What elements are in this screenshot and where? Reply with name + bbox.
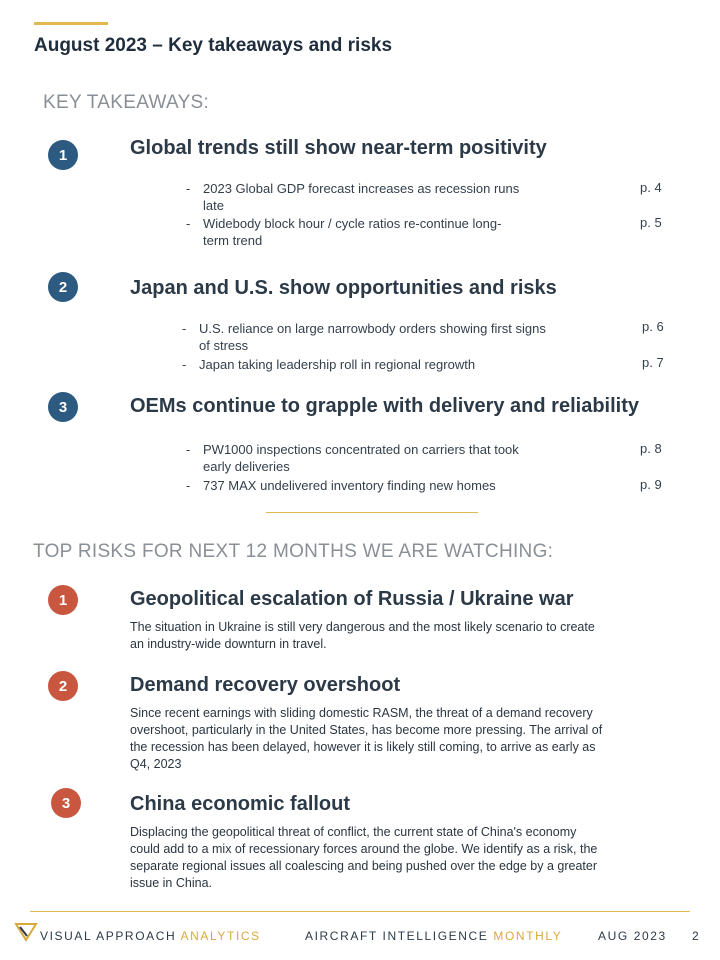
- footer-page-number: 2: [692, 929, 701, 943]
- key-takeaways-heading: KEY TAKEAWAYS:: [43, 92, 210, 113]
- takeaway-number-badge: 3: [48, 392, 78, 422]
- page-reference: p. 7: [642, 355, 664, 370]
- risk-number-badge: 1: [48, 585, 78, 615]
- section-divider: [266, 512, 478, 513]
- risk-number-badge: 3: [51, 788, 81, 818]
- risk-description-line: an industry-wide downturn in travel.: [130, 637, 327, 651]
- bullet-dash: -: [186, 181, 191, 196]
- takeaway-title: Japan and U.S. show opportunities and risks: [130, 277, 557, 299]
- footer-brand-accent: ANALYTICS: [180, 929, 261, 943]
- page-reference: p. 6: [642, 319, 664, 334]
- takeaway-title: Global trends still show near-term positivity: [130, 137, 547, 159]
- footer-publication-primary: AIRCRAFT INTELLIGENCE: [305, 929, 489, 943]
- takeaway-number-badge: 1: [48, 140, 78, 170]
- bullet-line: Japan taking leadership roll in regional regrowth: [199, 357, 476, 372]
- risk-description-line: The situation in Ukraine is still very dangerous and the most likely scenario to create: [130, 620, 595, 634]
- footer-brand-primary: VISUAL APPROACH: [40, 929, 177, 943]
- page-reference: p. 5: [640, 215, 662, 230]
- takeaway-bullet: [186, 441, 586, 475]
- takeaway-title: OEMs continue to grapple with delivery and reliability: [130, 395, 639, 417]
- takeaway-bullet: [182, 320, 602, 354]
- risk-description-line: Displacing the geopolitical threat of conflict, the current state of China's economy: [130, 825, 577, 839]
- risk-title: Geopolitical escalation of Russia / Ukraine war: [130, 588, 574, 610]
- risk-description: [130, 705, 690, 773]
- chevron-arrow-icon: [14, 922, 38, 942]
- takeaway-number-badge: 2: [48, 272, 78, 302]
- risk-description: [130, 824, 690, 892]
- bullet-line: late: [203, 198, 224, 213]
- bullet-line: 2023 Global GDP forecast increases as recession runs: [203, 181, 520, 196]
- top-risks-heading: TOP RISKS FOR NEXT 12 MONTHS WE ARE WATCHING:: [33, 541, 554, 562]
- footer-publication: [305, 929, 562, 943]
- risk-number-badge: 2: [48, 671, 78, 701]
- takeaway-bullet: [186, 180, 586, 214]
- page-title: August 2023 – Key takeaways and risks: [34, 35, 393, 56]
- risk-description-line: separate regional issues all coalescing and being pushed over the edge by a greater: [130, 859, 597, 873]
- bullet-dash: -: [186, 478, 191, 493]
- page-reference: p. 8: [640, 441, 662, 456]
- bullet-line: PW1000 inspections concentrated on carriers that took: [203, 442, 519, 457]
- bullet-dash: -: [182, 321, 187, 336]
- footer-rule: [30, 911, 690, 912]
- risk-description-line: Q4, 2023: [130, 757, 182, 771]
- risk-description-line: the recession has been delayed, however it is likely still coming, to arrive as early as: [130, 740, 596, 754]
- risk-description-line: issue in China.: [130, 876, 212, 890]
- risk-description-line: could add to a mix of recessionary forces around the globe. We identify as a risk, the: [130, 842, 598, 856]
- takeaway-bullet: [186, 215, 586, 249]
- bullet-line: U.S. reliance on large narrowbody orders showing first signs: [199, 321, 546, 336]
- page-reference: p. 4: [640, 180, 662, 195]
- risk-title: Demand recovery overshoot: [130, 674, 401, 696]
- bullet-dash: -: [186, 216, 191, 231]
- takeaway-bullet: [182, 356, 602, 373]
- takeaway-bullet: [186, 477, 586, 494]
- bullet-line: early deliveries: [203, 459, 290, 474]
- footer-publication-accent: MONTHLY: [493, 929, 563, 943]
- top-accent-rule: [34, 22, 108, 25]
- risk-description-line: overshoot, particularly in the United States, has become more pressing. The arrival of: [130, 723, 603, 737]
- bullet-line: 737 MAX undelivered inventory finding new homes: [203, 478, 496, 493]
- bullet-dash: -: [182, 357, 187, 372]
- page-reference: p. 9: [640, 477, 662, 492]
- bullet-line: term trend: [203, 233, 263, 248]
- footer-brand: [40, 929, 261, 943]
- bullet-line: of stress: [199, 338, 249, 353]
- risk-description-line: Since recent earnings with sliding domestic RASM, the threat of a demand recovery: [130, 706, 593, 720]
- footer-date: AUG 2023: [598, 929, 667, 943]
- bullet-line: Widebody block hour / cycle ratios re-continue long-: [203, 216, 502, 231]
- bullet-dash: -: [186, 442, 191, 457]
- risk-title: China economic fallout: [130, 793, 351, 815]
- risk-description: [130, 619, 690, 653]
